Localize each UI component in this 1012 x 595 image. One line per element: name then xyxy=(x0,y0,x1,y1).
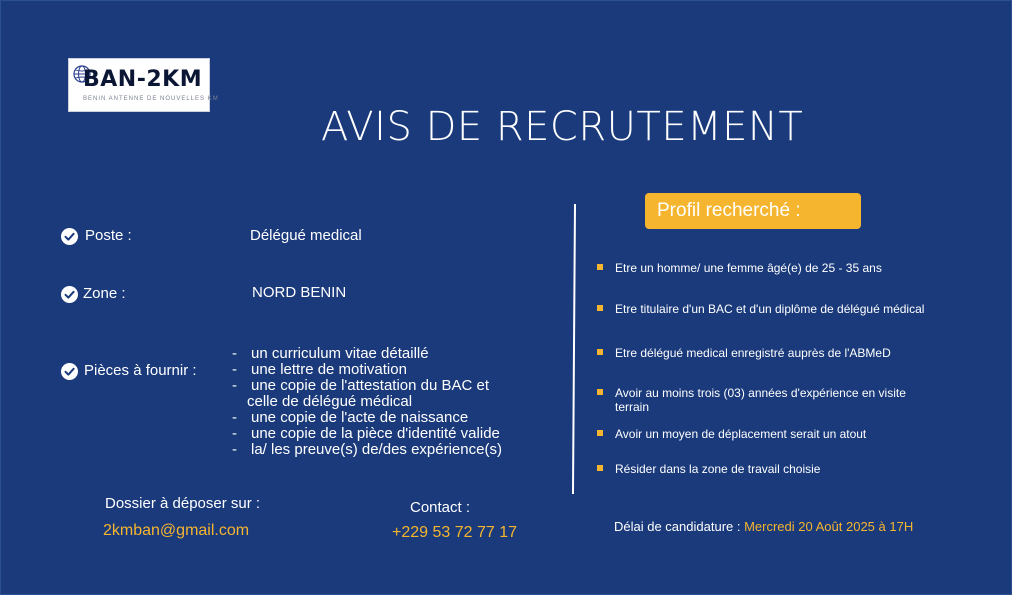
square-bullet-icon xyxy=(597,349,603,355)
zone-value: NORD BENIN xyxy=(252,284,347,301)
documents-list xyxy=(232,346,502,458)
email-link[interactable]: 2kmban@gmail.com xyxy=(103,522,250,539)
page-title: AVIS DE RECRUTEMENT xyxy=(321,104,804,150)
contact-label: Contact : xyxy=(410,499,471,516)
zone-label: Zone : xyxy=(83,285,126,302)
phone-number[interactable]: +229 53 72 77 17 xyxy=(392,524,518,541)
deadline-label: Délai de candidature : xyxy=(614,519,745,534)
poste-label: Poste : xyxy=(85,227,132,244)
square-bullet-icon xyxy=(597,430,603,436)
check-circle-icon xyxy=(61,286,78,303)
deadline-date: Mercredi 20 Août 2025 à 17H xyxy=(744,519,914,534)
profile-item: Etre un homme/ une femme âgé(e) de 25 - 35 ans xyxy=(597,261,935,275)
document-item: - une copie de l'attestation du BAC et celle de délégué médical xyxy=(232,378,502,410)
square-bullet-icon xyxy=(597,305,603,311)
profile-item: Résider dans la zone de travail choisie xyxy=(597,462,935,476)
dossier-label: Dossier à déposer sur : xyxy=(105,495,261,512)
document-item: - une copie de la pièce d'identité valide xyxy=(232,426,502,442)
profile-badge: Profil recherché : xyxy=(645,193,861,229)
check-circle-icon xyxy=(61,228,78,245)
company-logo xyxy=(68,58,219,112)
vertical-divider xyxy=(572,204,576,494)
logo-tagline: BENIN ANTENNE DE NOUVELLES KM xyxy=(83,96,219,102)
document-item: - une lettre de motivation xyxy=(232,362,502,378)
profile-item: Avoir au moins trois (03) années d'expérience en visite terrain xyxy=(597,386,935,414)
poste-value: Délégué medical xyxy=(250,227,362,244)
document-item: - une copie de l'acte de naissance xyxy=(232,410,502,426)
pieces-label: Pièces à fournir : xyxy=(84,362,197,379)
deadline xyxy=(614,519,913,535)
profile-item: Avoir un moyen de déplacement serait un atout xyxy=(597,427,935,441)
logo-text: BAN-2KM xyxy=(83,67,203,92)
check-circle-icon xyxy=(61,363,78,380)
square-bullet-icon xyxy=(597,389,603,395)
square-bullet-icon xyxy=(597,465,603,471)
profile-item: Etre délégué medical enregistré auprès de l'ABMeD xyxy=(597,346,935,360)
document-item: - la/ les preuve(s) de/des expérience(s) xyxy=(232,442,502,458)
profile-item: Etre titulaire d'un BAC et d'un diplôme de délégué médical xyxy=(597,302,935,316)
square-bullet-icon xyxy=(597,264,603,270)
document-item: - un curriculum vitae détaillé xyxy=(232,346,502,362)
